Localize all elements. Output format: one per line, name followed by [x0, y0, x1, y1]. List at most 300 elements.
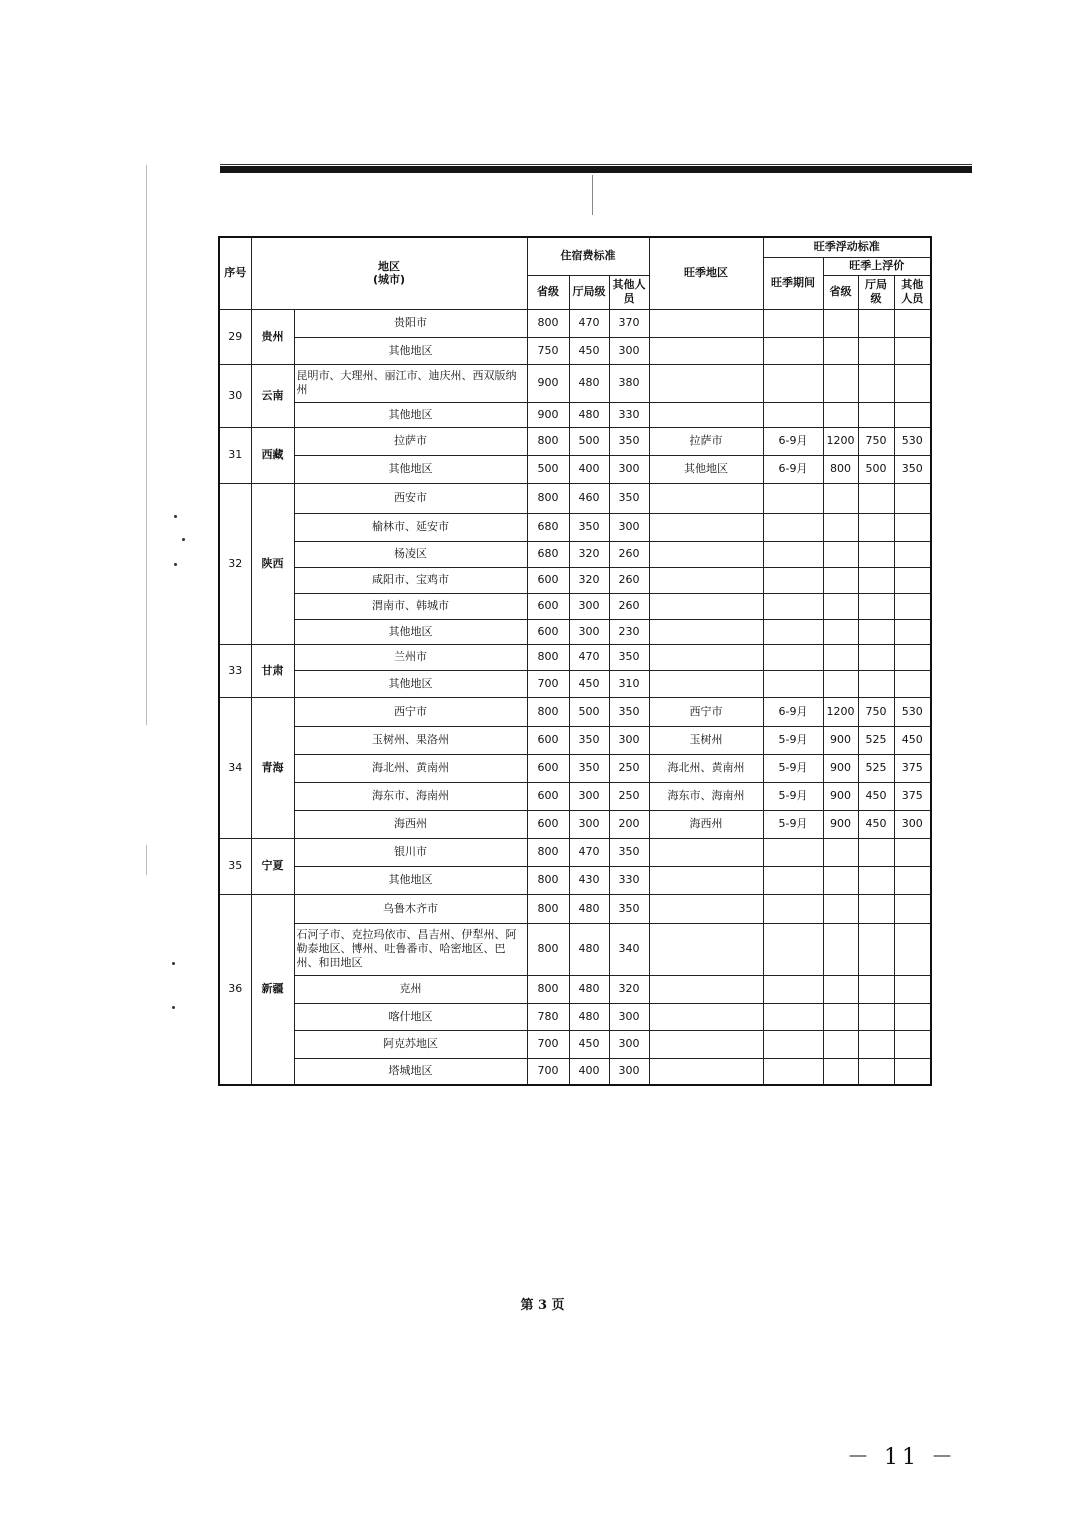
- table-row: [219, 567, 931, 593]
- peak-rate-other: 375: [894, 754, 931, 782]
- peak-rate-department: [858, 337, 894, 364]
- scan-speck: [174, 515, 177, 518]
- peak-period: 5-9月: [763, 810, 823, 838]
- rate-provincial: 800: [527, 923, 569, 975]
- row-seq-number: 29: [219, 309, 251, 364]
- table-row: [219, 309, 931, 337]
- peak-rate-provincial: 900: [823, 810, 858, 838]
- peak-rate-other: [894, 975, 931, 1003]
- peak-period: [763, 402, 823, 427]
- peak-rate-other: [894, 1030, 931, 1058]
- peak-rate-other: 350: [894, 455, 931, 483]
- peak-period: [763, 309, 823, 337]
- rate-department: 430: [569, 866, 609, 894]
- peak-period: [763, 838, 823, 866]
- rate-department: 350: [569, 513, 609, 541]
- rate-department: 400: [569, 1058, 609, 1085]
- peak-rate-department: 750: [858, 427, 894, 455]
- scan-speck: [172, 1006, 175, 1009]
- table-row: [219, 838, 931, 866]
- peak-rate-department: [858, 567, 894, 593]
- rate-provincial: 800: [527, 427, 569, 455]
- peak-rate-provincial: [823, 838, 858, 866]
- rate-department: 300: [569, 593, 609, 619]
- rate-department: 350: [569, 726, 609, 754]
- table-row: [219, 619, 931, 644]
- peak-area: [649, 309, 763, 337]
- rate-other: 300: [609, 513, 649, 541]
- table-row: [219, 427, 931, 455]
- rate-other: 260: [609, 593, 649, 619]
- table-row: [219, 782, 931, 810]
- peak-rate-provincial: [823, 1003, 858, 1030]
- peak-rate-department: [858, 309, 894, 337]
- peak-rate-department: [858, 644, 894, 670]
- rate-department: 470: [569, 309, 609, 337]
- rate-provincial: 600: [527, 726, 569, 754]
- rate-department: 300: [569, 810, 609, 838]
- city-name: 其他地区: [294, 402, 527, 427]
- peak-area: 海北州、黄南州: [649, 754, 763, 782]
- province-name: 新疆: [251, 894, 294, 1085]
- rate-provincial: 900: [527, 402, 569, 427]
- rate-other: 300: [609, 1003, 649, 1030]
- peak-area: 海西州: [649, 810, 763, 838]
- rate-other: 250: [609, 754, 649, 782]
- peak-area: [649, 975, 763, 1003]
- lodging-standard-table: [218, 236, 932, 1086]
- peak-rate-department: 450: [858, 810, 894, 838]
- city-name: 阿克苏地区: [294, 1030, 527, 1058]
- peak-period: [763, 619, 823, 644]
- rate-other: 250: [609, 782, 649, 810]
- peak-area: [649, 644, 763, 670]
- header-peak-up: 旺季上浮价: [823, 257, 931, 275]
- rate-provincial: 680: [527, 513, 569, 541]
- rate-department: 300: [569, 782, 609, 810]
- peak-area: [649, 402, 763, 427]
- peak-rate-provincial: 900: [823, 782, 858, 810]
- peak-rate-department: [858, 483, 894, 513]
- top-rule-bar: [220, 166, 972, 173]
- binding-margin-line: [146, 165, 147, 725]
- peak-rate-provincial: 900: [823, 726, 858, 754]
- city-name: 西宁市: [294, 697, 527, 726]
- peak-rate-other: [894, 1058, 931, 1085]
- peak-rate-department: 450: [858, 782, 894, 810]
- peak-rate-other: [894, 337, 931, 364]
- peak-period: [763, 593, 823, 619]
- header-peak-float: 旺季浮动标准: [763, 237, 931, 257]
- peak-rate-provincial: [823, 337, 858, 364]
- peak-rate-provincial: [823, 364, 858, 402]
- rate-department: 300: [569, 619, 609, 644]
- peak-rate-provincial: 900: [823, 754, 858, 782]
- table-row: [219, 975, 931, 1003]
- table-row: [219, 1058, 931, 1085]
- page-label: 第 3 页: [520, 1298, 565, 1313]
- peak-rate-other: [894, 402, 931, 427]
- city-name: 昆明市、大理州、丽江市、迪庆州、西双版纳州: [294, 364, 527, 402]
- city-name: 渭南市、韩城市: [294, 593, 527, 619]
- rate-provincial: 700: [527, 1030, 569, 1058]
- header-peak-level-other: 其他人员: [894, 275, 931, 309]
- header-level-prov: 省级: [527, 275, 569, 309]
- header-seq: 序号: [219, 237, 251, 309]
- rate-other: 350: [609, 427, 649, 455]
- rate-other: 300: [609, 1030, 649, 1058]
- rate-department: 320: [569, 541, 609, 567]
- rate-department: 350: [569, 754, 609, 782]
- peak-rate-provincial: [823, 923, 858, 975]
- province-name: 青海: [251, 697, 294, 838]
- page-number: － 11 －: [847, 1445, 957, 1470]
- rate-department: 480: [569, 894, 609, 923]
- province-name: 贵州: [251, 309, 294, 364]
- city-name: 海北州、黄南州: [294, 754, 527, 782]
- header-region: 地区 (城市): [251, 237, 527, 309]
- rate-provincial: 700: [527, 670, 569, 697]
- table-row: [219, 541, 931, 567]
- rate-other: 260: [609, 541, 649, 567]
- peak-rate-department: 525: [858, 726, 894, 754]
- rate-other: 330: [609, 402, 649, 427]
- city-name: 玉树州、果洛州: [294, 726, 527, 754]
- city-name: 克州: [294, 975, 527, 1003]
- peak-rate-other: [894, 619, 931, 644]
- peak-rate-other: [894, 483, 931, 513]
- rate-provincial: 750: [527, 337, 569, 364]
- rate-department: 400: [569, 455, 609, 483]
- peak-rate-other: [894, 894, 931, 923]
- peak-rate-other: [894, 541, 931, 567]
- rate-department: 470: [569, 838, 609, 866]
- peak-rate-other: 530: [894, 427, 931, 455]
- rate-other: 300: [609, 337, 649, 364]
- peak-area: 玉树州: [649, 726, 763, 754]
- rate-other: 340: [609, 923, 649, 975]
- rate-other: 200: [609, 810, 649, 838]
- rate-provincial: 600: [527, 754, 569, 782]
- peak-rate-other: 375: [894, 782, 931, 810]
- city-name: 拉萨市: [294, 427, 527, 455]
- rate-provincial: 600: [527, 593, 569, 619]
- rate-provincial: 800: [527, 894, 569, 923]
- peak-rate-department: [858, 838, 894, 866]
- province-name: 西藏: [251, 427, 294, 483]
- city-name: 石河子市、克拉玛依市、昌吉州、伊犁州、阿勒泰地区、博州、吐鲁番市、哈密地区、巴州、和田地区: [294, 923, 527, 975]
- city-name: 银川市: [294, 838, 527, 866]
- peak-rate-other: [894, 644, 931, 670]
- peak-rate-department: [858, 541, 894, 567]
- peak-rate-provincial: [823, 593, 858, 619]
- peak-period: [763, 513, 823, 541]
- province-name: 宁夏: [251, 838, 294, 894]
- peak-rate-other: [894, 670, 931, 697]
- rate-provincial: 600: [527, 567, 569, 593]
- peak-period: 5-9月: [763, 782, 823, 810]
- rate-department: 470: [569, 644, 609, 670]
- peak-rate-provincial: [823, 670, 858, 697]
- rate-department: 480: [569, 975, 609, 1003]
- rate-department: 460: [569, 483, 609, 513]
- rate-other: 300: [609, 726, 649, 754]
- peak-rate-department: [858, 1030, 894, 1058]
- city-name: 喀什地区: [294, 1003, 527, 1030]
- header-level-dept: 厅局级: [569, 275, 609, 309]
- table-row: [219, 670, 931, 697]
- peak-rate-provincial: 800: [823, 455, 858, 483]
- rate-department: 500: [569, 427, 609, 455]
- peak-rate-provincial: [823, 975, 858, 1003]
- peak-rate-provincial: [823, 483, 858, 513]
- province-name: 云南: [251, 364, 294, 427]
- table-row: [219, 337, 931, 364]
- rate-other: 370: [609, 309, 649, 337]
- table-row: [219, 866, 931, 894]
- table-row: [219, 754, 931, 782]
- peak-rate-other: [894, 866, 931, 894]
- city-name: 其他地区: [294, 455, 527, 483]
- peak-period: [763, 644, 823, 670]
- peak-rate-provincial: 1200: [823, 427, 858, 455]
- city-name: 贵阳市: [294, 309, 527, 337]
- peak-rate-provincial: [823, 541, 858, 567]
- rate-other: 350: [609, 697, 649, 726]
- rate-provincial: 600: [527, 619, 569, 644]
- table-row: [219, 726, 931, 754]
- peak-rate-department: 750: [858, 697, 894, 726]
- province-name: 甘肃: [251, 644, 294, 697]
- rate-provincial: 800: [527, 644, 569, 670]
- rate-provincial: 600: [527, 810, 569, 838]
- peak-area: [649, 1058, 763, 1085]
- top-rule-thin: [220, 164, 972, 165]
- peak-area: [649, 567, 763, 593]
- peak-period: [763, 483, 823, 513]
- rate-department: 480: [569, 402, 609, 427]
- rate-department: 450: [569, 1030, 609, 1058]
- peak-rate-department: [858, 619, 894, 644]
- peak-rate-other: 300: [894, 810, 931, 838]
- rate-other: 350: [609, 894, 649, 923]
- peak-rate-provincial: [823, 513, 858, 541]
- rate-other: 310: [609, 670, 649, 697]
- peak-rate-provincial: 1200: [823, 697, 858, 726]
- city-name: 海东市、海南州: [294, 782, 527, 810]
- table-row: [219, 364, 931, 402]
- row-seq-number: 36: [219, 894, 251, 1085]
- peak-area: [649, 364, 763, 402]
- peak-rate-department: [858, 923, 894, 975]
- peak-period: [763, 337, 823, 364]
- peak-area: [649, 838, 763, 866]
- scan-speck: [172, 962, 175, 965]
- rate-provincial: 600: [527, 782, 569, 810]
- header-peak-area: 旺季地区: [649, 237, 763, 309]
- row-seq-number: 32: [219, 483, 251, 644]
- scan-speck: [174, 563, 177, 566]
- peak-rate-department: [858, 593, 894, 619]
- table-row: [219, 402, 931, 427]
- peak-period: [763, 975, 823, 1003]
- rate-provincial: 800: [527, 838, 569, 866]
- peak-area: [649, 894, 763, 923]
- table-row: [219, 894, 931, 923]
- peak-rate-other: [894, 923, 931, 975]
- peak-area: [649, 619, 763, 644]
- rate-provincial: 700: [527, 1058, 569, 1085]
- peak-period: 6-9月: [763, 455, 823, 483]
- rate-other: 350: [609, 483, 649, 513]
- city-name: 西安市: [294, 483, 527, 513]
- rate-provincial: 800: [527, 697, 569, 726]
- rate-other: 300: [609, 455, 649, 483]
- peak-period: 5-9月: [763, 754, 823, 782]
- row-seq-number: 34: [219, 697, 251, 838]
- peak-rate-provincial: [823, 567, 858, 593]
- table-row: [219, 697, 931, 726]
- peak-rate-provincial: [823, 402, 858, 427]
- peak-period: 5-9月: [763, 726, 823, 754]
- rate-department: 500: [569, 697, 609, 726]
- scan-mark: [592, 175, 593, 215]
- peak-area: [649, 593, 763, 619]
- peak-rate-other: [894, 309, 931, 337]
- peak-period: 6-9月: [763, 697, 823, 726]
- table-row: [219, 923, 931, 975]
- table-row: [219, 513, 931, 541]
- table-row: [219, 483, 931, 513]
- peak-area: [649, 1003, 763, 1030]
- peak-area: 其他地区: [649, 455, 763, 483]
- city-name: 海西州: [294, 810, 527, 838]
- peak-rate-department: [858, 1058, 894, 1085]
- rate-department: 320: [569, 567, 609, 593]
- city-name: 兰州市: [294, 644, 527, 670]
- peak-rate-other: [894, 593, 931, 619]
- header-lodging: 住宿费标准: [527, 237, 649, 275]
- peak-area: [649, 670, 763, 697]
- rate-other: 300: [609, 1058, 649, 1085]
- rate-other: 320: [609, 975, 649, 1003]
- peak-rate-department: 500: [858, 455, 894, 483]
- peak-period: [763, 1003, 823, 1030]
- rate-department: 480: [569, 364, 609, 402]
- table-row: [219, 810, 931, 838]
- rate-department: 450: [569, 337, 609, 364]
- peak-rate-provincial: [823, 644, 858, 670]
- peak-rate-department: 525: [858, 754, 894, 782]
- rate-provincial: 680: [527, 541, 569, 567]
- row-seq-number: 30: [219, 364, 251, 427]
- peak-period: [763, 866, 823, 894]
- peak-rate-provincial: [823, 619, 858, 644]
- peak-rate-provincial: [823, 1030, 858, 1058]
- rate-other: 350: [609, 644, 649, 670]
- peak-area: [649, 866, 763, 894]
- peak-rate-department: [858, 402, 894, 427]
- city-name: 榆林市、延安市: [294, 513, 527, 541]
- peak-area: [649, 923, 763, 975]
- city-name: 其他地区: [294, 866, 527, 894]
- row-seq-number: 33: [219, 644, 251, 697]
- peak-rate-department: [858, 364, 894, 402]
- peak-rate-department: [858, 975, 894, 1003]
- peak-area: [649, 1030, 763, 1058]
- row-seq-number: 31: [219, 427, 251, 483]
- province-name: 陕西: [251, 483, 294, 644]
- peak-rate-department: [858, 513, 894, 541]
- rate-provincial: 800: [527, 309, 569, 337]
- peak-area: [649, 337, 763, 364]
- peak-rate-other: [894, 513, 931, 541]
- peak-rate-other: 450: [894, 726, 931, 754]
- city-name: 杨凌区: [294, 541, 527, 567]
- peak-area: 海东市、海南州: [649, 782, 763, 810]
- peak-rate-provincial: [823, 866, 858, 894]
- peak-rate-other: [894, 838, 931, 866]
- peak-period: [763, 670, 823, 697]
- peak-period: 6-9月: [763, 427, 823, 455]
- row-seq-number: 35: [219, 838, 251, 894]
- peak-rate-provincial: [823, 894, 858, 923]
- header-peak-period: 旺季期间: [763, 257, 823, 309]
- peak-rate-department: [858, 670, 894, 697]
- peak-period: [763, 894, 823, 923]
- rate-provincial: 800: [527, 975, 569, 1003]
- peak-rate-provincial: [823, 1058, 858, 1085]
- peak-rate-other: 530: [894, 697, 931, 726]
- peak-rate-department: [858, 1003, 894, 1030]
- binding-margin-line-lower: [146, 845, 147, 875]
- city-name: 塔城地区: [294, 1058, 527, 1085]
- city-name: 其他地区: [294, 670, 527, 697]
- peak-period: [763, 923, 823, 975]
- header-level-other: 其他人员: [609, 275, 649, 309]
- rate-other: 230: [609, 619, 649, 644]
- city-name: 其他地区: [294, 337, 527, 364]
- rate-department: 450: [569, 670, 609, 697]
- table-row: [219, 455, 931, 483]
- table-row: [219, 644, 931, 670]
- city-name: 咸阳市、宝鸡市: [294, 567, 527, 593]
- table-row: [219, 1030, 931, 1058]
- peak-period: [763, 1030, 823, 1058]
- rate-provincial: 800: [527, 483, 569, 513]
- header-peak-level-dept: 厅局级: [858, 275, 894, 309]
- table-row: [219, 1003, 931, 1030]
- peak-rate-other: [894, 567, 931, 593]
- rate-provincial: 500: [527, 455, 569, 483]
- peak-rate-department: [858, 894, 894, 923]
- peak-area: [649, 513, 763, 541]
- peak-rate-other: [894, 364, 931, 402]
- peak-period: [763, 567, 823, 593]
- peak-rate-provincial: [823, 309, 858, 337]
- rate-provincial: 900: [527, 364, 569, 402]
- peak-area: [649, 483, 763, 513]
- rate-provincial: 780: [527, 1003, 569, 1030]
- peak-area: 西宁市: [649, 697, 763, 726]
- peak-period: [763, 541, 823, 567]
- peak-area: 拉萨市: [649, 427, 763, 455]
- city-name: 其他地区: [294, 619, 527, 644]
- city-name: 乌鲁木齐市: [294, 894, 527, 923]
- rate-department: 480: [569, 923, 609, 975]
- rate-other: 260: [609, 567, 649, 593]
- peak-rate-other: [894, 1003, 931, 1030]
